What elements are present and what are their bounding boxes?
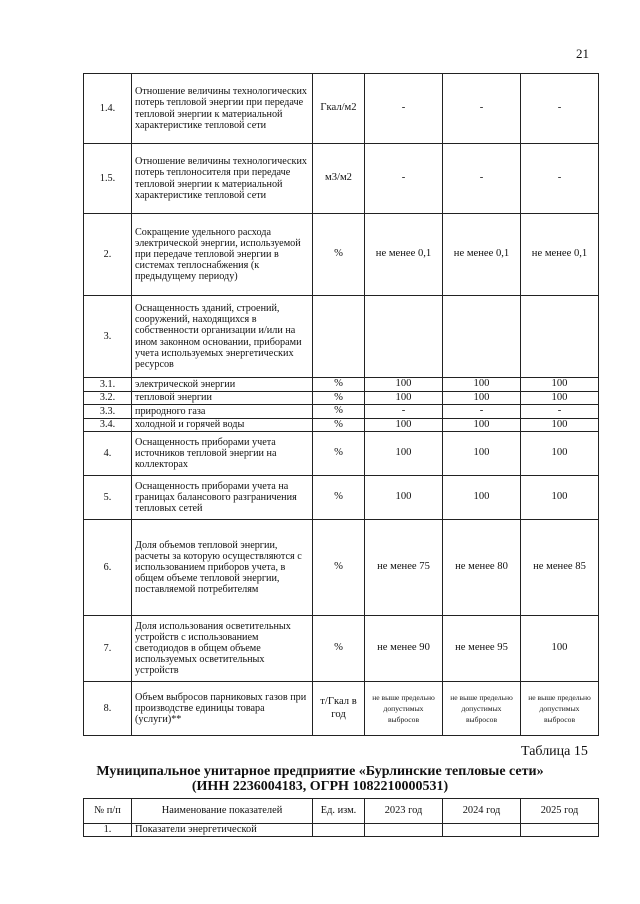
value-2025: - xyxy=(521,74,599,144)
table-caption: Таблица 15 xyxy=(521,744,588,759)
value-2024: 100 xyxy=(443,378,521,392)
organization-name: Муниципальное унитарное предприятие «Бурлинские тепловые сети» xyxy=(96,764,544,779)
value-2025: не выше предельно допустимых выбросов xyxy=(521,682,599,736)
unit: % xyxy=(313,214,365,296)
value-2024 xyxy=(443,824,521,837)
table-row xyxy=(84,74,599,144)
value-2023: не менее 90 xyxy=(365,616,443,682)
table-row xyxy=(84,378,599,392)
unit: т/Гкал в год xyxy=(313,682,365,736)
row-number: 6. xyxy=(84,520,132,616)
indicator-name: Оснащенность зданий, строений, сооружений, находящихся в собственности организации и/или на ином законном основании, приборами учета используемых энергетических ресурсов xyxy=(132,296,313,378)
value-2024: 100 xyxy=(443,432,521,476)
value-2025: 100 xyxy=(521,476,599,520)
value-2023: - xyxy=(365,144,443,214)
value-2024 xyxy=(443,296,521,378)
unit xyxy=(313,296,365,378)
indicator-name: Оснащенность приборами учета на границах балансового разграничения тепловых сетей xyxy=(132,476,313,520)
value-2025: 100 xyxy=(521,391,599,405)
value-2024: не выше предельно допустимых выбросов xyxy=(443,682,521,736)
indicators-table-continued xyxy=(83,73,599,736)
unit: % xyxy=(313,616,365,682)
value-2024: 100 xyxy=(443,418,521,432)
value-2024: не менее 0,1 xyxy=(443,214,521,296)
unit: % xyxy=(313,432,365,476)
value-2023: - xyxy=(365,405,443,419)
row-number: 8. xyxy=(84,682,132,736)
value-2024: 100 xyxy=(443,476,521,520)
value-2023: - xyxy=(365,74,443,144)
indicator-name: Доля объемов тепловой энергии, расчеты за которую осуществляются с использованием приборов учета, в общем объеме тепловой энергии, поставляемой потребителям xyxy=(132,520,313,616)
table-row xyxy=(84,476,599,520)
value-2025: 100 xyxy=(521,616,599,682)
value-2023 xyxy=(365,824,443,837)
unit: % xyxy=(313,520,365,616)
value-2023: 100 xyxy=(365,378,443,392)
value-2025: 100 xyxy=(521,432,599,476)
row-number: 3. xyxy=(84,296,132,378)
row-number: 1.4. xyxy=(84,74,132,144)
value-2025: не менее 0,1 xyxy=(521,214,599,296)
header-number: № п/п xyxy=(84,799,132,824)
row-number: 1.5. xyxy=(84,144,132,214)
organization-title xyxy=(0,764,640,794)
indicator-name: природного газа xyxy=(132,405,313,419)
row-number: 4. xyxy=(84,432,132,476)
unit: % xyxy=(313,378,365,392)
value-2023: не менее 75 xyxy=(365,520,443,616)
unit: Гкал/м2 xyxy=(313,74,365,144)
value-2024: не менее 80 xyxy=(443,520,521,616)
indicator-name: тепловой энергии xyxy=(132,391,313,405)
indicators-table-15 xyxy=(83,798,599,837)
value-2025: 100 xyxy=(521,418,599,432)
table-row xyxy=(84,520,599,616)
indicator-name: Отношение величины технологических потерь тепловой энергии при передаче тепловой энергии к материальной характеристике тепловой сети xyxy=(132,74,313,144)
indicator-name: холодной и горячей воды xyxy=(132,418,313,432)
table-row xyxy=(84,214,599,296)
table-row xyxy=(84,144,599,214)
value-2025: 100 xyxy=(521,378,599,392)
table-header-row xyxy=(84,799,599,824)
unit: % xyxy=(313,476,365,520)
value-2023: 100 xyxy=(365,432,443,476)
indicator-name: Объем выбросов парниковых газов при производстве единицы товара (услуги)** xyxy=(132,682,313,736)
value-2025: - xyxy=(521,405,599,419)
value-2023: не выше предельно допустимых выбросов xyxy=(365,682,443,736)
row-number: 3.2. xyxy=(84,391,132,405)
table-row xyxy=(84,296,599,378)
unit xyxy=(313,824,365,837)
header-unit: Ед. изм. xyxy=(313,799,365,824)
row-number: 3.1. xyxy=(84,378,132,392)
header-name: Наименование показателей xyxy=(132,799,313,824)
indicator-name: электрической энергии xyxy=(132,378,313,392)
page-number: 21 xyxy=(576,46,589,61)
table-row xyxy=(84,616,599,682)
row-number: 2. xyxy=(84,214,132,296)
value-2023: 100 xyxy=(365,391,443,405)
table-row xyxy=(84,418,599,432)
organization-ids: (ИНН 2236004183, ОГРН 1082210000531) xyxy=(191,779,449,794)
table-row xyxy=(84,682,599,736)
indicator-name: Сокращение удельного расхода электрической энергии, используемой при передаче тепловой энергии в системах теплоснабжения (к предыдущему периоду) xyxy=(132,214,313,296)
unit: % xyxy=(313,418,365,432)
row-number: 3.3. xyxy=(84,405,132,419)
value-2024: 100 xyxy=(443,391,521,405)
value-2023: не менее 0,1 xyxy=(365,214,443,296)
value-2025 xyxy=(521,296,599,378)
row-number: 5. xyxy=(84,476,132,520)
value-2024: - xyxy=(443,144,521,214)
value-2023 xyxy=(365,296,443,378)
value-2023: 100 xyxy=(365,476,443,520)
value-2024: - xyxy=(443,74,521,144)
table-row xyxy=(84,432,599,476)
header-2024: 2024 год xyxy=(443,799,521,824)
table-row xyxy=(84,405,599,419)
table-row xyxy=(84,824,599,837)
value-2024: не менее 95 xyxy=(443,616,521,682)
unit: % xyxy=(313,391,365,405)
value-2023: 100 xyxy=(365,418,443,432)
value-2025: - xyxy=(521,144,599,214)
unit: % xyxy=(313,405,365,419)
indicator-name: Доля использования осветительных устройств с использованием светодиодов в общем объеме используемых осветительных устройств xyxy=(132,616,313,682)
indicator-name: Оснащенность приборами учета источников тепловой энергии на коллекторах xyxy=(132,432,313,476)
row-number: 7. xyxy=(84,616,132,682)
header-2025: 2025 год xyxy=(521,799,599,824)
value-2025 xyxy=(521,824,599,837)
table-row xyxy=(84,391,599,405)
value-2025: не менее 85 xyxy=(521,520,599,616)
value-2024: - xyxy=(443,405,521,419)
header-2023: 2023 год xyxy=(365,799,443,824)
indicator-name: Отношение величины технологических потерь теплоносителя при передаче тепловой энергии к материальной характеристике тепловой сети xyxy=(132,144,313,214)
row-number: 1. xyxy=(84,824,132,837)
indicator-name: Показатели энергетической xyxy=(132,824,313,837)
row-number: 3.4. xyxy=(84,418,132,432)
unit: м3/м2 xyxy=(313,144,365,214)
